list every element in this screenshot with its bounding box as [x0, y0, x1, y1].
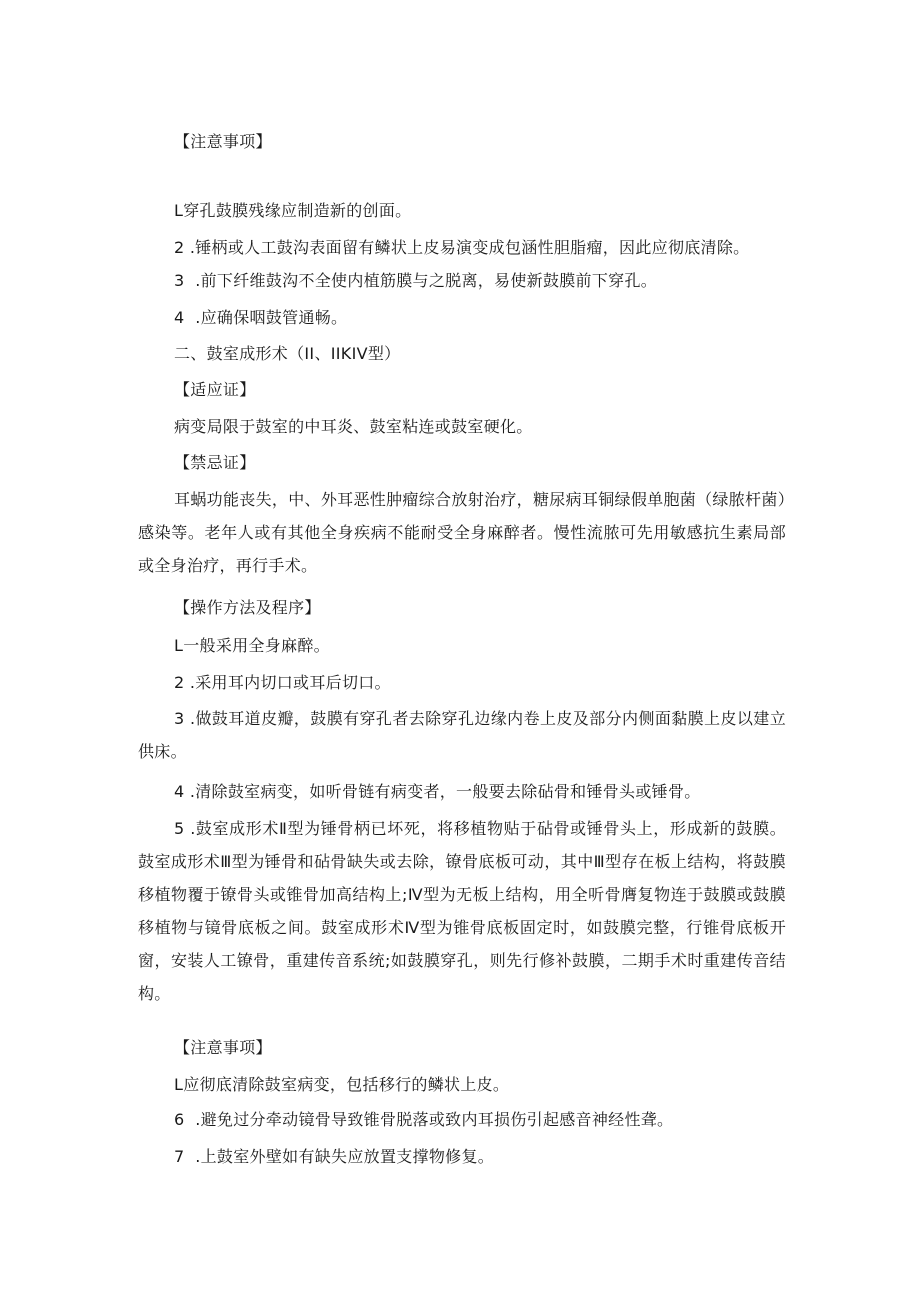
notes-1-item-2: 2 .锤柄或人工鼓沟表面留有鳞状上皮易演变成包涵性胆脂瘤，因此应彻底清除。: [174, 238, 750, 257]
notes-1-item-1: L穿孔鼓膜残缘应制造新的创面。: [174, 201, 412, 220]
procedure-step-1: L一般采用全身麻醉。: [174, 636, 330, 655]
notes-heading-1: 【注意事项】: [174, 132, 272, 151]
procedure-heading: 【操作方法及程序】: [174, 598, 321, 617]
contraindications-text: 耳蜗功能丧失，中、外耳恶性肿瘤综合放射治疗，糖尿病耳铜绿假单胞菌（绿脓杆菌）感染等。老年人或有其他全身疾病不能耐受全身麻醉者。慢性流脓可先用敏感抗生素局部或全身治疗，再行手术。: [138, 490, 786, 575]
contraindications-heading: 【禁忌证】: [174, 453, 256, 472]
section-title: 二、鼓室成形术（II、IIKIV型）: [174, 344, 401, 363]
indications-text: 病变局限于鼓室的中耳炎、鼓室粘连或鼓室硬化。: [174, 417, 533, 436]
procedure-step-5: 5 .鼓室成形术Ⅱ型为锤骨柄已坏死，将移植物贴于砧骨或锤骨头上，形成新的鼓膜。鼓室成形术Ⅲ型为锤骨和砧骨缺失或去除，镣骨底板可动，其中Ⅲ型存在板上结构，将鼓膜移植物覆于镣骨头或锥骨加高结构上;Ⅳ型为无板上结构，用全听骨膺复物连于鼓膜或鼓膜移植物与镜骨底板之间。鼓室成形术Ⅳ型为锥骨底板固定时，如鼓膜完整，行锥骨底板开窗，安装人工镣骨，重建传音系统;如鼓膜穿孔，则先行修补鼓膜，二期手术时重建传音结构。: [138, 819, 786, 1003]
notes-2-item-1: L应彻底清除鼓室病变，包括移行的鳞状上皮。: [174, 1075, 510, 1094]
notes-2-item-3: 7 .上鼓室外壁如有缺失应放置支撑物修复。: [174, 1147, 495, 1166]
procedure-step-2: 2 .采用耳内切口或耳后切口。: [174, 673, 391, 692]
indications-heading: 【适应证】: [174, 380, 256, 399]
notes-2-item-2: 6 .避免过分牵动镜骨导致锥骨脱落或致内耳损伤引起感音神经性聋。: [174, 1110, 674, 1129]
notes-1-item-4: 4 .应确保咽鼓管通畅。: [174, 308, 348, 327]
procedure-step-3: 3 .做鼓耳道皮瓣，鼓膜有穿孔者去除穿孔边缘内卷上皮及部分内侧面黏膜上皮以建立供床。: [138, 709, 786, 761]
notes-1-item-3: 3 .前下纤维鼓沟不全使内植筋膜与之脱离，易使新鼓膜前下穿孔。: [174, 271, 658, 290]
notes-heading-2: 【注意事项】: [174, 1038, 272, 1057]
procedure-step-4: 4 .清除鼓室病变，如听骨链有病变者，一般要去除砧骨和锤骨头或锤骨。: [174, 782, 701, 801]
